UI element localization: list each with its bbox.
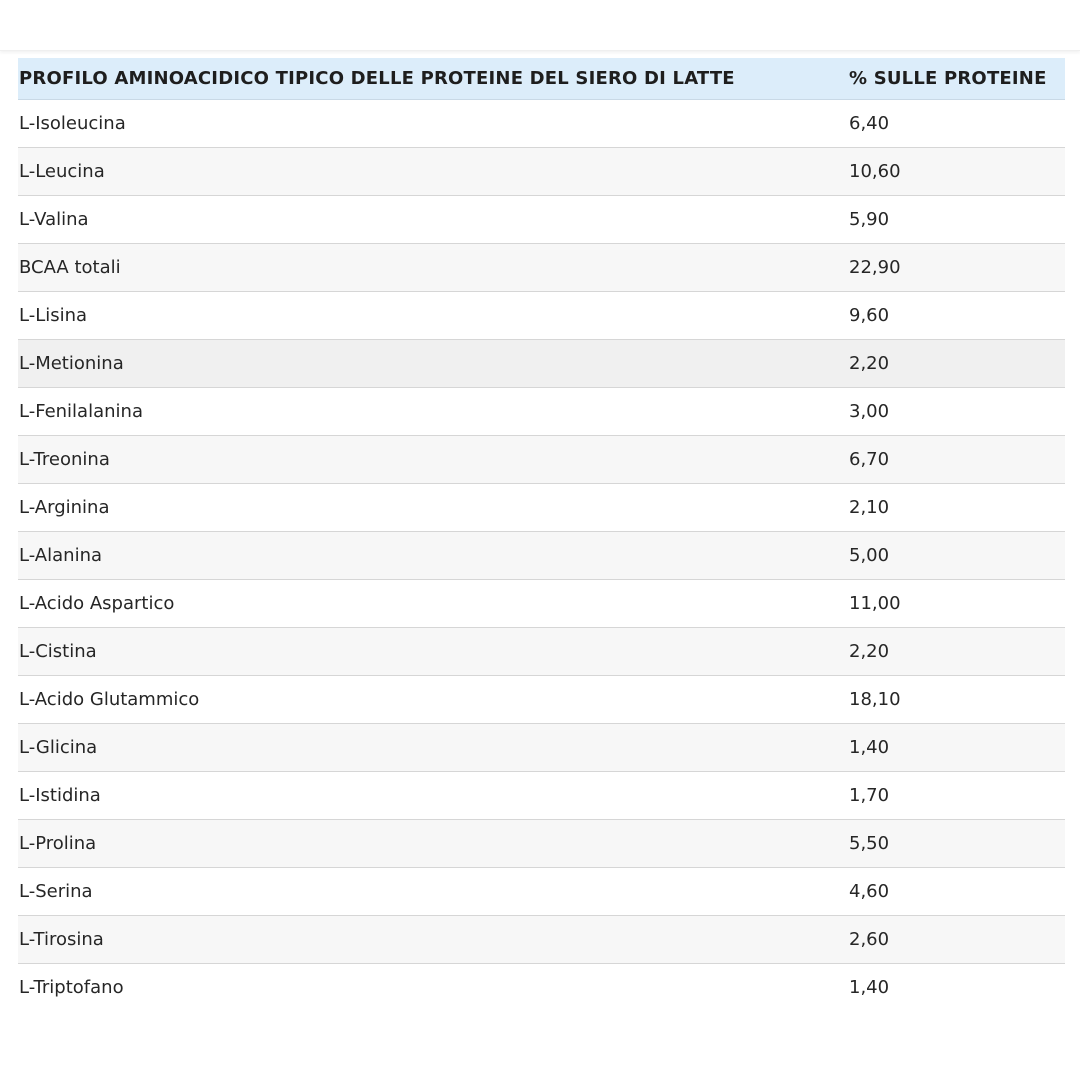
amino-acid-percent: 2,10 <box>848 484 1065 532</box>
table-row <box>18 964 1065 1012</box>
amino-acid-percent: 6,70 <box>848 436 1065 484</box>
table-header <box>18 58 1065 100</box>
amino-acid-name: L-Acido Glutammico <box>18 676 848 724</box>
amino-acid-percent: 2,60 <box>848 916 1065 964</box>
amino-acid-name: L-Cistina <box>18 628 848 676</box>
table-row <box>18 292 1065 340</box>
table-row <box>18 772 1065 820</box>
amino-acid-percent: 18,10 <box>848 676 1065 724</box>
amino-acid-name: L-Lisina <box>18 292 848 340</box>
amino-acid-name: L-Isoleucina <box>18 100 848 148</box>
amino-acid-name: L-Triptofano <box>18 964 848 1012</box>
table-row <box>18 724 1065 772</box>
amino-acid-name: L-Glicina <box>18 724 848 772</box>
amino-acid-percent: 1,40 <box>848 964 1065 1012</box>
amino-acid-percent: 1,70 <box>848 772 1065 820</box>
table-row <box>18 676 1065 724</box>
amino-acid-percent: 2,20 <box>848 628 1065 676</box>
amino-acid-percent: 9,60 <box>848 292 1065 340</box>
table-row <box>18 388 1065 436</box>
amino-acid-percent: 6,40 <box>848 100 1065 148</box>
amino-acid-percent: 5,00 <box>848 532 1065 580</box>
top-bar <box>0 0 1080 51</box>
table-row <box>18 868 1065 916</box>
table-row <box>18 340 1065 388</box>
amino-acid-percent: 22,90 <box>848 244 1065 292</box>
amino-acid-percent: 2,20 <box>848 340 1065 388</box>
header-percent: % SULLE PROTEINE <box>848 58 1065 100</box>
table-row <box>18 916 1065 964</box>
amino-acid-table-container <box>18 58 1065 1011</box>
amino-acid-percent: 5,90 <box>848 196 1065 244</box>
amino-acid-name: L-Tirosina <box>18 916 848 964</box>
amino-acid-percent: 4,60 <box>848 868 1065 916</box>
table-row <box>18 628 1065 676</box>
amino-acid-name: L-Valina <box>18 196 848 244</box>
table-row <box>18 532 1065 580</box>
table-row <box>18 196 1065 244</box>
amino-acid-name: L-Fenilalanina <box>18 388 848 436</box>
header-profile: PROFILO AMINOACIDICO TIPICO DELLE PROTEINE DEL SIERO DI LATTE <box>18 58 848 100</box>
table-row <box>18 436 1065 484</box>
amino-acid-name: L-Alanina <box>18 532 848 580</box>
amino-acid-name: L-Arginina <box>18 484 848 532</box>
amino-acid-name: L-Istidina <box>18 772 848 820</box>
table-row <box>18 580 1065 628</box>
amino-acid-name: L-Acido Aspartico <box>18 580 848 628</box>
amino-acid-name: L-Leucina <box>18 148 848 196</box>
amino-acid-name: L-Treonina <box>18 436 848 484</box>
amino-acid-percent: 1,40 <box>848 724 1065 772</box>
amino-acid-percent: 5,50 <box>848 820 1065 868</box>
table-row <box>18 484 1065 532</box>
table-body <box>18 100 1065 1012</box>
table-row <box>18 148 1065 196</box>
amino-acid-name: L-Prolina <box>18 820 848 868</box>
amino-acid-percent: 10,60 <box>848 148 1065 196</box>
amino-acid-name: L-Serina <box>18 868 848 916</box>
amino-acid-name: BCAA totali <box>18 244 848 292</box>
amino-acid-percent: 3,00 <box>848 388 1065 436</box>
amino-acid-table <box>18 58 1065 1011</box>
amino-acid-percent: 11,00 <box>848 580 1065 628</box>
table-row <box>18 100 1065 148</box>
table-row <box>18 244 1065 292</box>
table-header-row <box>18 58 1065 100</box>
table-row <box>18 820 1065 868</box>
amino-acid-name: L-Metionina <box>18 340 848 388</box>
